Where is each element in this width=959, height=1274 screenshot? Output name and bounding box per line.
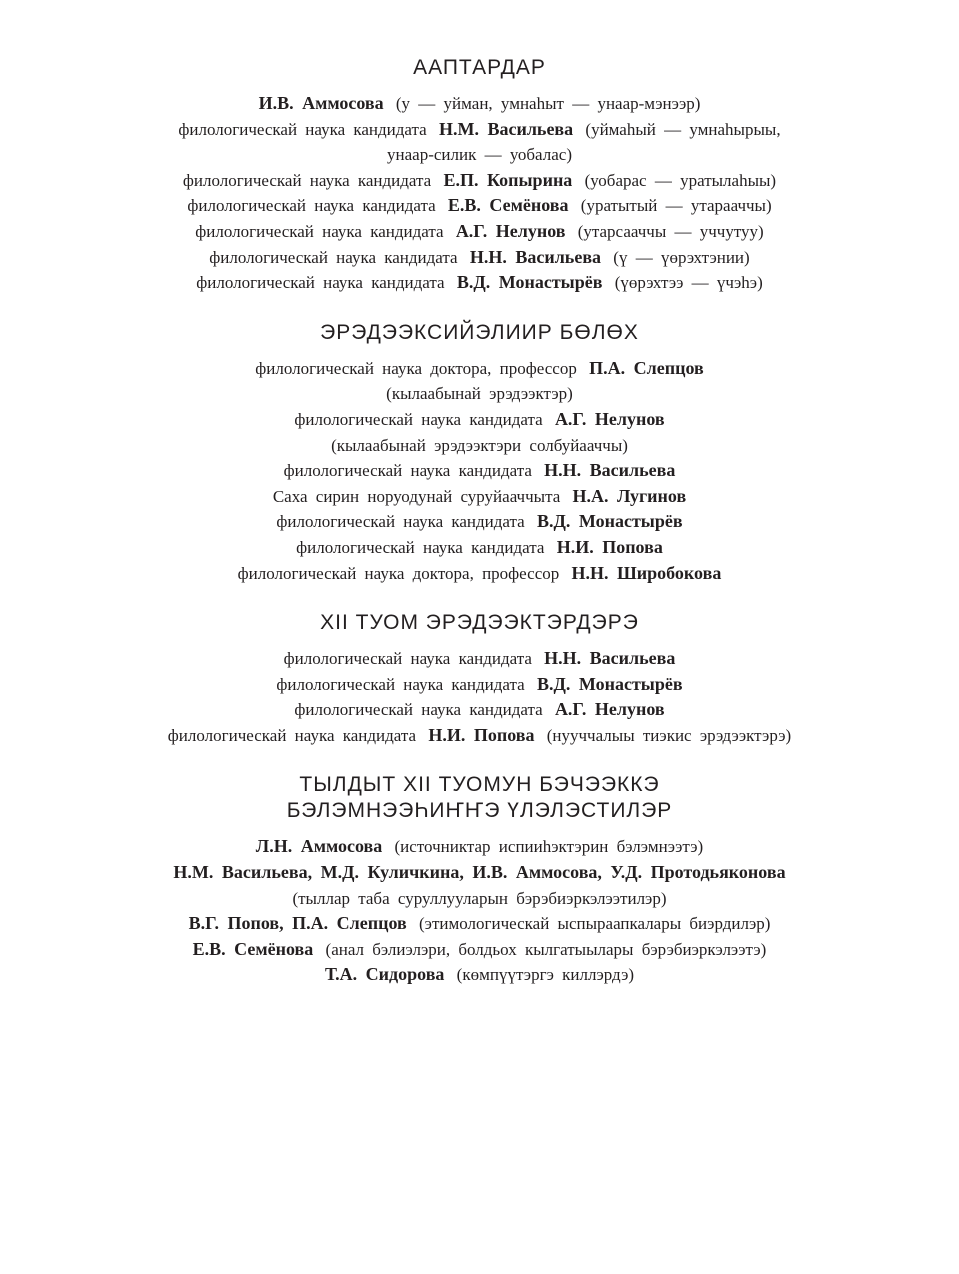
credit-line	[0, 270, 959, 296]
section-title	[0, 55, 959, 81]
role-text: филологическай наука кандидата	[276, 512, 525, 532]
section-title-line: ТЫЛДЫТ XII ТУОМУН БЭЧЭЭККЭ	[299, 773, 660, 797]
person-name: А.Г. Нелунов	[554, 699, 665, 720]
role-text: (үөрэхтээ — үчэһэ)	[614, 273, 763, 293]
role-text: филологическай наука кандидата	[276, 674, 525, 694]
person-name: Л.Н. Аммосова	[255, 836, 383, 857]
credit-line	[0, 886, 959, 912]
role-text: филологическай наука кандидата	[167, 725, 417, 745]
section-title	[0, 610, 959, 636]
person-name: В.Г. Попов, П.А. Слепцов	[188, 913, 407, 934]
role-text: филологическай наука кандидата	[294, 700, 543, 720]
credit-line	[0, 193, 959, 219]
person-name: А.Г. Нелунов	[554, 408, 665, 429]
person-name: Н.Н. Васильева	[544, 460, 676, 481]
section-title-line: ЭРЭДЭЭКСИЙЭЛИИР БӨЛӨХ	[320, 320, 639, 344]
credit-line	[0, 723, 959, 749]
section-volume-editors	[0, 610, 959, 748]
role-text: филологическай наука доктора, профессор	[255, 358, 577, 378]
role-text: филологическай наука кандидата	[195, 221, 444, 241]
person-name: П.А. Слепцов	[589, 357, 704, 378]
role-text: (уобарас — уратылаһыы)	[584, 170, 777, 190]
role-text: (көмпүүтэргэ киллэрдэ)	[456, 965, 635, 985]
credit-line	[0, 860, 959, 886]
role-text: (ү — үөрэхтэнии)	[613, 247, 750, 267]
role-text: филологическай наука кандидата	[283, 461, 532, 481]
role-text: филологическай наука доктора, профессор	[237, 563, 560, 583]
credits-sections	[0, 55, 959, 988]
person-name: Н.И. Попова	[428, 724, 535, 745]
credit-line	[0, 834, 959, 860]
section-editorial-board	[0, 320, 959, 586]
role-text: филологическай наука кандидата	[283, 649, 532, 669]
credit-line	[0, 245, 959, 271]
person-name: Е.В. Семёнова	[447, 195, 569, 216]
credit-line	[0, 381, 959, 407]
credit-line	[0, 937, 959, 963]
role-text: филологическай наука кандидата	[187, 196, 436, 216]
role-text: филологическай наука кандидата	[182, 170, 432, 190]
section-title-line: БЭЛЭМНЭЭҺИҤҤЭ ҮЛЭЛЭСТИЛЭР	[286, 799, 673, 823]
role-text: филологическай наука кандидата	[296, 537, 545, 557]
role-text: филологическай наука кандидата	[196, 273, 445, 293]
person-name: Н.Н. Васильева	[544, 648, 676, 669]
credit-line	[0, 142, 959, 168]
section-title-line: XII ТУОМ ЭРЭДЭЭКТЭРДЭРЭ	[320, 611, 639, 635]
role-text: (уймаһый — умнаһырыы,	[585, 119, 781, 139]
section-title	[0, 772, 959, 824]
person-name: В.Д. Монастырёв	[536, 673, 683, 694]
person-name: В.Д. Монастырёв	[456, 272, 603, 293]
person-name: Т.А. Сидорова	[324, 964, 445, 985]
credit-line	[0, 561, 959, 587]
section-authors	[0, 55, 959, 296]
credit-line	[0, 219, 959, 245]
role-text: филологическай наука кандидата	[294, 409, 543, 429]
role-text: (источниктар испииһэктэрин бэлэмнээтэ)	[394, 837, 704, 857]
role-text: (этимологическай ыспыраапкалары биэрдилэр)	[419, 914, 771, 934]
credit-line	[0, 672, 959, 698]
person-name: Е.В. Семёнова	[192, 938, 314, 959]
role-text: Саха сирин норуодунай суруйааччыта	[272, 486, 561, 506]
credit-line	[0, 911, 959, 937]
role-text: (утарсааччы — уччутуу)	[577, 221, 764, 241]
credit-line	[0, 484, 959, 510]
credit-line	[0, 168, 959, 194]
credit-line	[0, 646, 959, 672]
person-name: Н.А. Лугинов	[572, 485, 687, 506]
role-text: (кылаабынай эрэдээктэр)	[386, 384, 573, 404]
person-name: В.Д. Монастырёв	[536, 511, 683, 532]
role-text: (нууччалыы тиэкис эрэдээктэрэ)	[546, 725, 792, 745]
role-text: филологическай наука кандидата	[209, 247, 458, 267]
credit-line	[0, 356, 959, 382]
role-text: (уратытый — утарааччы)	[580, 196, 772, 216]
role-text: (кылаабынай эрэдээктэри солбуйааччы)	[331, 435, 628, 455]
person-name: А.Г. Нелунов	[455, 220, 566, 241]
credit-line	[0, 91, 959, 117]
role-text: (у — уйман, умнаһыт — унаар-мэнээр)	[395, 94, 701, 113]
role-text: унаар-силик — уобалас)	[387, 145, 572, 165]
credit-line	[0, 535, 959, 561]
credit-line	[0, 407, 959, 433]
section-contributors	[0, 772, 959, 988]
person-name: Н.М. Васильева	[438, 118, 574, 139]
person-name: Н.Н. Васильева	[469, 246, 602, 267]
section-title-line: ААПТАРДАР	[413, 56, 546, 79]
role-text: филологическай наука кандидата	[178, 119, 427, 139]
person-name: Н.М. Васильева, М.Д. Куличкина, И.В. Аммосова, У.Д. Протодьяконова	[173, 862, 786, 883]
credit-line	[0, 458, 959, 484]
credit-line	[0, 962, 959, 988]
credit-line	[0, 117, 959, 143]
credit-line	[0, 509, 959, 535]
credit-line	[0, 697, 959, 723]
section-title	[0, 320, 959, 346]
role-text: (анал бэлиэлэри, болдьох кылгатыылары бэрэбиэркэлээтэ)	[325, 939, 767, 959]
person-name: Н.Н. Широбокова	[571, 562, 722, 583]
person-name: Н.И. Попова	[556, 536, 663, 557]
person-name: И.В. Аммосова	[258, 93, 384, 113]
credit-line	[0, 433, 959, 459]
person-name: Е.П. Копырина	[443, 169, 573, 190]
role-text: (тыллар таба суруллууларын бэрэбиэркэлээтилэр)	[292, 888, 667, 908]
